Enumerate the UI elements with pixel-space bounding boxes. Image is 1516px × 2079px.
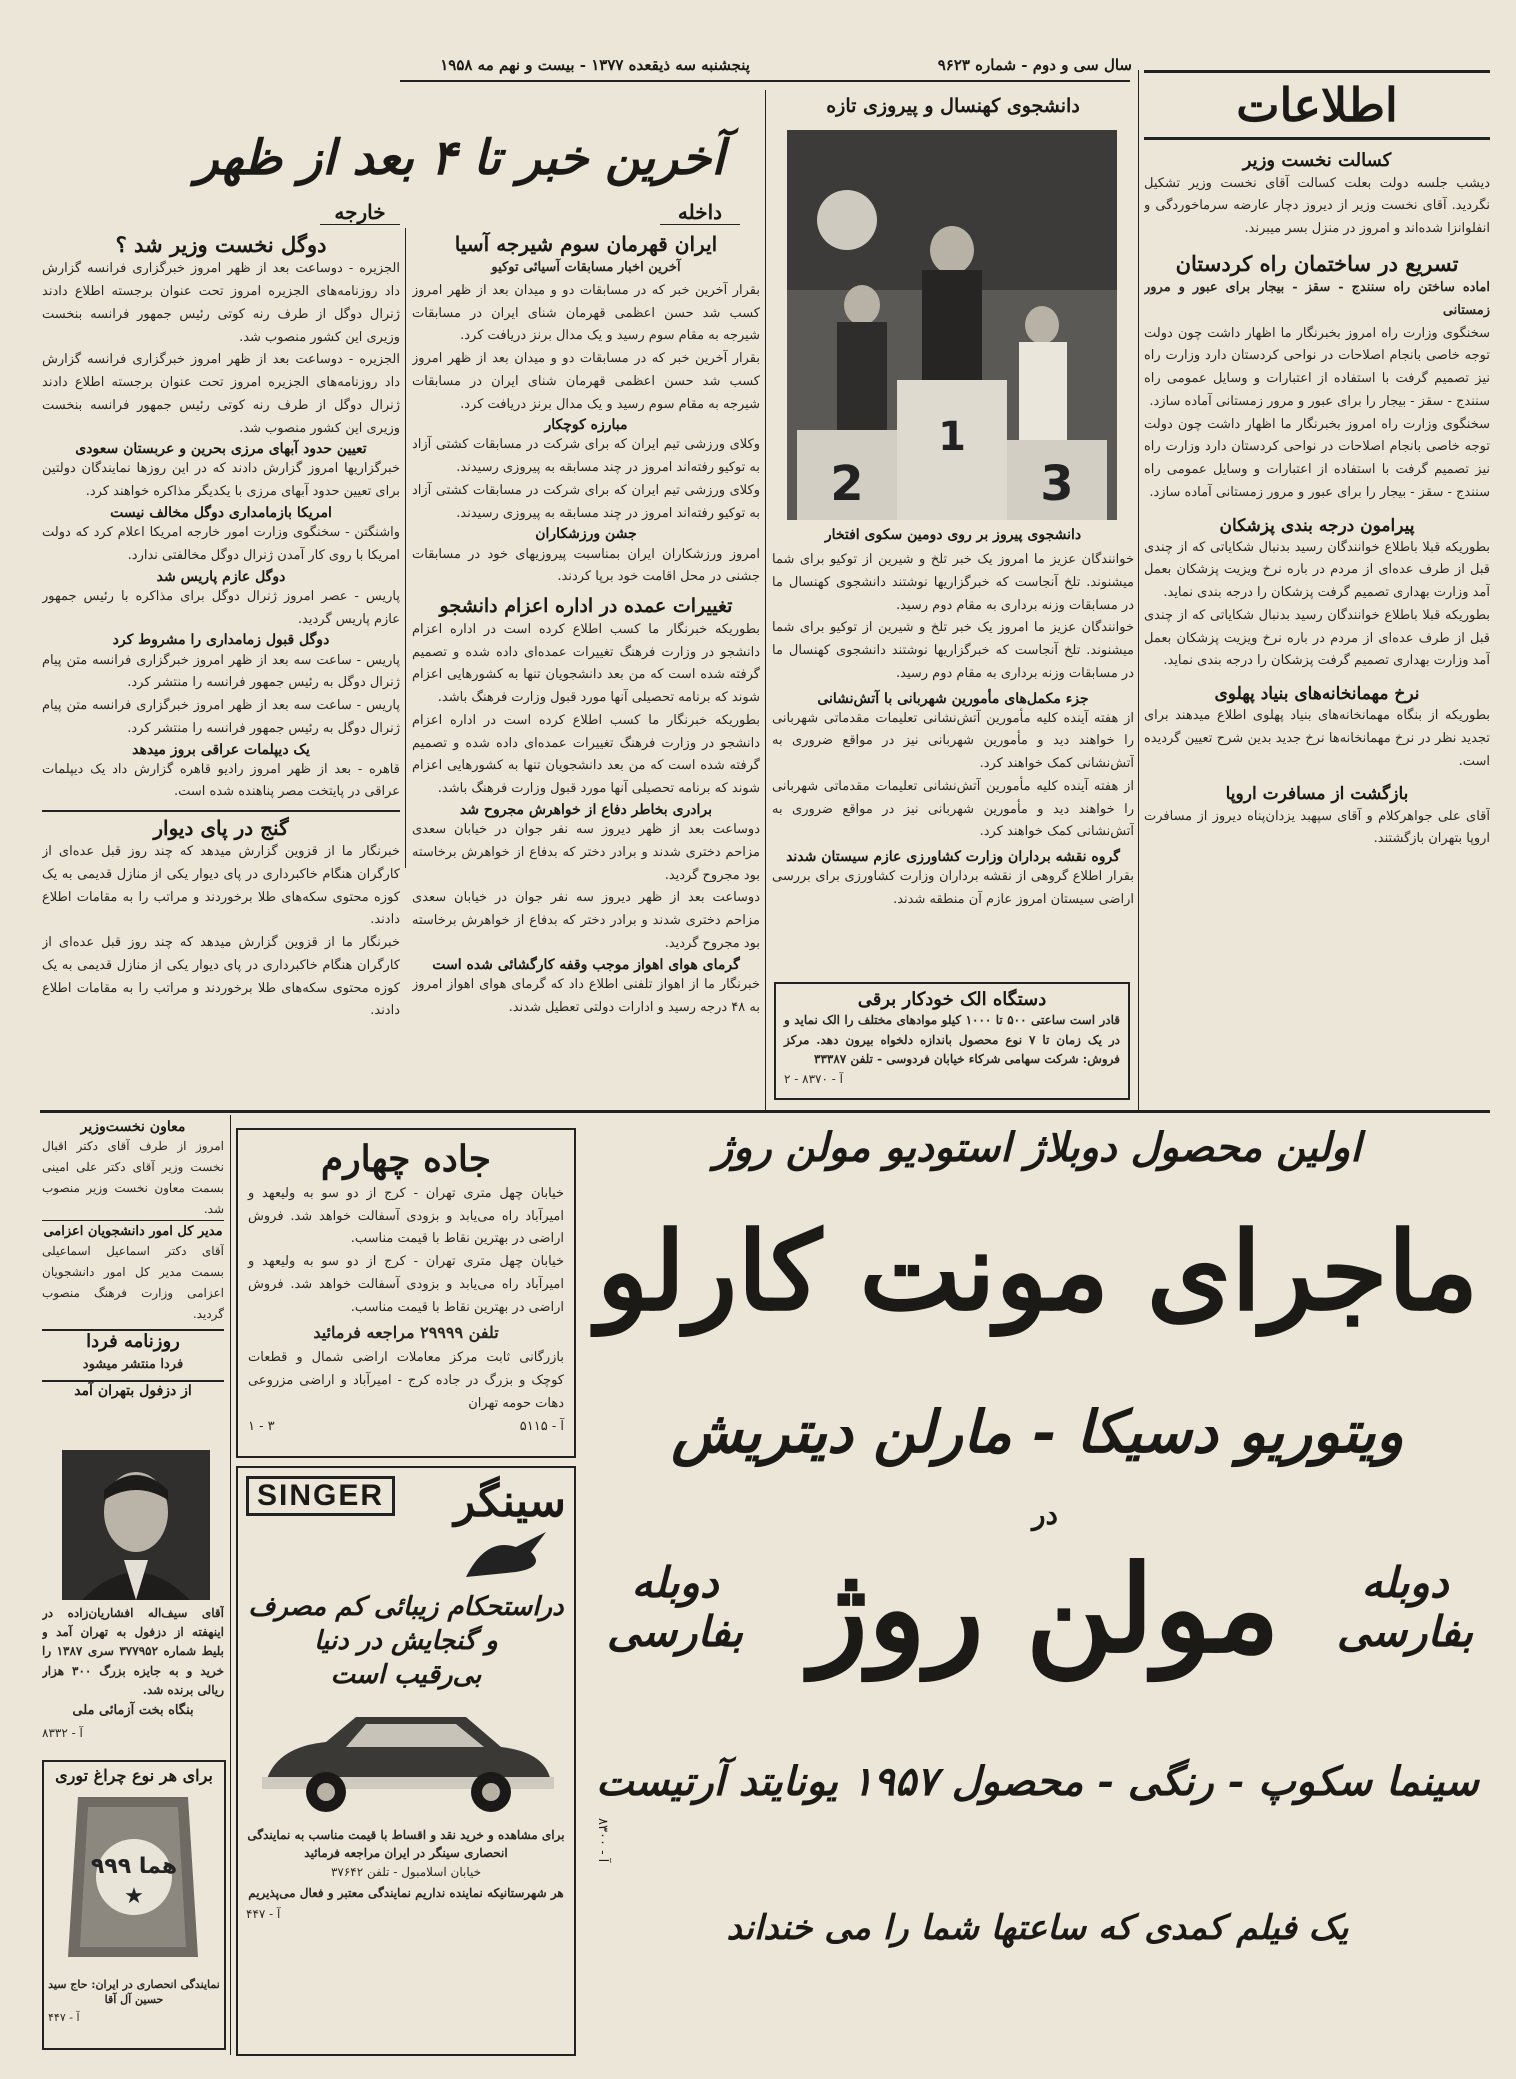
farsi-label: بفارسی — [606, 1607, 744, 1656]
article-subhead: آخرین اخبار مسابقات آسیائی توکیو — [491, 260, 681, 275]
svg-text:3: 3 — [1040, 456, 1074, 512]
article-body: بطوریکه خبرنگار ما کسب اطلاع کرده است در اداره اعزام دانشجو در وزارت فرهنگ تغییرات عمده‌ای داده شده و تصمیم گرفته شده است که من بعد دانشجویان تنها به کشورهایی اعزام شوند که برنامه تحصیلی آنها مورد قبول وزارت فرهنگ باشد. — [412, 621, 760, 706]
jadeh-title: جاده چهارم — [320, 1138, 492, 1180]
movie-top-line: اولین محصول دوبلاژ استودیو مولن روژ — [713, 1124, 1362, 1171]
article-body: بطوریکه از بنگاه مهمانخانه‌های بنیاد پهلوی اطلاع میدهند برای تجدید نظر در نرخ مهمانخانه‌ها نرخ جدید بدین شرح تعیین گردیده است. — [1144, 708, 1490, 769]
portrait-illustration — [62, 1450, 210, 1600]
article-body: خبرنگار ما از اهواز تلفنی اطلاع داد که گرمای هوای اهواز امروز به ۴۸ درجه رسید و ادارات دولتی تعطیل شدند. — [412, 976, 760, 1015]
article-body: وکلای ورزشی تیم ایران که برای شرکت در مسابقات کشتی آزاد به توکیو رفته‌اند امروز در چند مسابقه به پیروزی رسیدند. — [412, 437, 760, 476]
article-headline: پیرامون درجه بندی پزشکان — [1219, 515, 1415, 536]
article-body: بطوریکه قبلا باطلاع خوانندگان رسید بدنبال شکایاتی که از چندی قبل از طرف عده‌ای از مردم در باره نرخ ویزیت پزشکان بعمل آمد وزارت بهداری تصمیم گرفت پزشکان را درجه بندی نماید. — [1144, 607, 1490, 669]
article-body: دوساعت بعد از ظهر دیروز سه نفر جوان در خیابان سعدی مزاحم دختری شدند و برادر دختر که بدفاع از خواهرش برخاسته بود مجروح گردید. — [412, 822, 760, 883]
singer-slogan: دراستحکام زیبائی کم مصرف — [248, 1592, 564, 1622]
article-body: بقرار اطلاع گروهی از نقشه برداران وزارت کشاورزی برای بررسی اراضی سیستان امروز عازم آن منطقه شدند. — [772, 869, 1134, 908]
article-body: وکلای ورزشی تیم ایران که برای شرکت در مسابقات کشتی آزاد به توکیو رفته‌اند امروز در چند مسابقه به پیروزی رسیدند. — [412, 482, 760, 521]
article-headline: از دزفول بتهران آمد — [42, 1380, 224, 1400]
latest-news-banner: آخرین خبر تا ۴ بعد از ظهر — [195, 130, 725, 186]
singer-ad — [236, 1466, 576, 2056]
article-headline: جشن ورزشکاران — [535, 526, 637, 543]
farsi-label: بفارسی — [1336, 1607, 1474, 1656]
fold-rule — [40, 1110, 1490, 1113]
article-headline: جزء مکمل‌های مأمورین شهربانی با آتش‌نشانی — [817, 690, 1089, 707]
car-illustration — [246, 1692, 566, 1822]
jadeh-text: خیابان چهل متری تهران - کرج از دو سو به ولیعهد و امیرآباد راه می‌یابد و بزودی آسفالت خواهد شد. فروش اراضی در بهترین نقاط با قیمت مناسب. — [248, 1185, 564, 1247]
jadeh-code: آ - ۵۱۱۵ — [519, 1418, 564, 1434]
article-body: پاریس - ساعت سه بعد از ظهر امروز خبرگزاری فرانسه متن پیام ژنرال دوگل به رئیس جمهور فرانسه را منتشر کرد. — [42, 652, 400, 691]
issue-line: سال سی و دوم - شماره ۹۶۲۳ — [937, 56, 1132, 74]
article-body: واشنگتن - سخنگوی وزارت امور خارجه امریکا اعلام کرد که دولت امریکا با روی کار آمدن ژنرال دوگل مخالفتی ندارد. — [42, 525, 400, 563]
singer-slogan: و گنجایش در دنیا — [314, 1625, 498, 1656]
photo-title: دانشجوی کهنسال و پیروزی تازه — [826, 95, 1080, 117]
svg-text:1: 1 — [938, 414, 966, 460]
singer-brand-en: SINGER — [246, 1476, 395, 1516]
article-body: از هفته آینده کلیه مأمورین آتش‌نشانی تعلیمات مقدماتی شهربانی را خواهند دید و مأمورین شهربانی نیز در مواقع ضروری به آتش‌نشانی کمک خواهند کرد. — [772, 710, 1134, 772]
article-headline: گروه نقشه برداران وزارت کشاورزی عازم سیستان شدند — [786, 849, 1120, 866]
svg-text:2: 2 — [830, 456, 864, 512]
singer-brand-fa: سینگر — [454, 1476, 566, 1527]
jadeh-phone: تلفن ۲۹۹۹۹ مراجعه فرمائید — [313, 1323, 499, 1343]
lamp-ad-title: برای هر نوع چراغ توری — [55, 1766, 213, 1785]
section-foreign: خارجه — [320, 200, 400, 225]
article-headline: نرخ مهمانخانه‌های بنیاد پهلوی — [1214, 684, 1420, 705]
lottery-notice — [42, 1604, 224, 1754]
article-body: سخنگوی وزارت راه امروز بخبرنگار ما اظهار داشت چون دولت توجه خاصی بانجام اصلاحات در نواحی کردستان دارد وزارت راه نیز تصمیم گرفت با استفاده از اعتبارات و وسایل عمومی راه سنندج - سقز - بیجار را برای عبور و مرور زمستانی آماده سازد. — [1144, 416, 1490, 500]
article-body: الجزیره - دوساعت بعد از ظهر امروز خبرگزاری فرانسه گزارش داد روزنامه‌های الجزیره امروز تحت عنوان برجسته اطلاع دادند ژنرال دوگل از طرف رنه کوتی رئیس جمهور فرانسه بنخست وزیری این کشور منصوب شد. — [42, 352, 400, 436]
movie-format: سینما سکوپ - رنگی - محصول ۱۹۵۷ یونایتد آرتیست — [596, 1758, 1479, 1805]
article-body: خوانندگان عزیز ما امروز یک خبر تلخ و شیرین از توکیو برای شما میشنوند. تلخ آنجاست که خبرگزاریها نوشتند دانشجوی کهنسال ما در مسابقات وزنه برداری به مقام دوم رسید. — [772, 552, 1134, 613]
article-headline: دوگل عازم پاریس شد — [156, 568, 286, 585]
article-headline: گنج در پای دیوار — [153, 816, 289, 841]
portrait-caption: آقای سیف‌اله افشاریان‌زاده در اینهفته از دزفول به تهران آمد و بلیط شماره ۳۷۷۹۵۲ سری ۱۳۸۷ را خرید و به جایزه بزرگ ۳۰۰ هزار ریالی برنده شد. — [42, 1606, 224, 1697]
lamp-ad-text: نمایندگی انحصاری در ایران: حاج سید حسین آل آقا — [48, 1977, 220, 2007]
article-subhead: فردا منتشر میشود — [82, 1356, 184, 1372]
svg-text:★: ★ — [124, 1883, 144, 1909]
portrait-photo — [62, 1450, 210, 1600]
article-headline: دوگل قبول زمامداری را مشروط کرد — [112, 632, 330, 649]
article-headline: تغییرات عمده در اداره اعزام دانشجو — [439, 595, 733, 618]
article-headline: مبارزه کوچکار — [544, 417, 628, 434]
ad-code: آ - ۸۳۷۰ - ۲ — [784, 1071, 843, 1086]
article-body: سخنگوی وزارت راه امروز بخبرنگار ما اظهار داشت چون دولت توجه خاصی بانجام اصلاحات در نواحی کردستان دارد وزارت راه نیز تصمیم گرفت با استفاده از اعتبارات و وسایل عمومی راه سنندج - سقز - بیجار را برای عبور و مرور زمستانی آماده سازد. — [1144, 325, 1490, 409]
movie-cinema-name: مولن روژ — [810, 1539, 1280, 1680]
article-body: دیشب جلسه دولت بعلت کسالت آقای نخست وزیر تشکیل نگردید. آقای نخست وزیر از دیروز دچار عارضه سرماخوردگی و انفلوانزا شده‌اند و امروز در منزل بسر میبرند. — [1144, 175, 1490, 236]
movie-left-tag — [585, 1558, 765, 1656]
movie-tagline: یک فیلم کمدی که ساعتها شما را می خنداند — [726, 1908, 1349, 1948]
article-headline: دوگل نخست وزیر شد ؟ — [115, 232, 327, 257]
photo-column — [772, 94, 1134, 1106]
article-body: خبرنگار ما از قزوین گزارش میدهد که چند روز قبل عده‌ای از کارگران هنگام خاکبرداری در پای دیوار یکی از منازل قدیمی به یک کوزه محتوی سکه‌های طلا برخوردند و مراتب را به مقامات اطلاع دادند. — [42, 844, 400, 928]
article-body: بطوریکه خبرنگار ما کسب اطلاع کرده است در اداره اعزام دانشجو در وزارت فرهنگ تغییرات عمده‌ای داده شده و تصمیم گرفته شده است که من بعد دانشجویان تنها به کشورهایی اعزام شوند که برنامه تحصیلی آنها مورد قبول وزارت فرهنگ باشد. — [412, 712, 760, 797]
lamp-ad-code: آ - ۴۴۷ — [48, 2010, 80, 2024]
article-headline: گرمای هوای اهواز موجب وقفه کارگشائی شده است — [432, 956, 740, 973]
article-body: پاریس - عصر امروز ژنرال دوگل برای مذاکره با رئیس جمهور عازم پاریس گردید. — [42, 588, 400, 627]
article-headline: مدیر کل امور دانشجویان اعزامی — [42, 1220, 224, 1241]
article-headline: تعیین حدود آبهای مرزی بحرین و عربستان سعودی — [75, 441, 367, 458]
lottery-signature: بنگاه بخت آزمائی ملی — [72, 1702, 194, 1718]
lamp-mantle-illustration — [48, 1787, 222, 1977]
singer-dealer: برای مشاهده و خرید نقد و اقساط با قیمت مناسب به نمایندگی انحصاری سینگر در ایران مراجعه فرمائید — [247, 1828, 565, 1861]
article-body: قاهره - بعد از ظهر امروز رادیو قاهره گزارش داد یک دیپلمات عراقی در پایتخت مصر پناهنده شده است. — [42, 761, 400, 800]
article-subhead: اماده ساختن راه سنندج - سقز - بیجار برای عبور و مرور زمستانی — [1144, 280, 1490, 318]
masthead-logo-box — [1144, 70, 1490, 140]
article-body: امروز از طرف آقای دکتر اقبال نخست وزیر آقای دکتر علی امینی بسمت معاون نخست وزیر منصوب شد. — [42, 1139, 224, 1217]
singer-note: هر شهرستانیکه نماینده نداریم نمایندگی معتبر و فعال می‌پذیریم — [248, 1886, 564, 1901]
article-headline: امریکا بازمامداری دوگل مخالف نیست — [110, 504, 332, 521]
singer-code: آ - ۴۴۷ — [246, 1907, 281, 1922]
article-body: امروز ورزشکاران ایران بمناسبت پیروزیهای خود در مسابقات جشنی در محل اقامت خود برپا کردند. — [412, 546, 760, 585]
column-rule — [1138, 70, 1139, 1110]
ad-title: دستگاه الک خودکار برقی — [857, 989, 1047, 1010]
domestic-column — [412, 232, 760, 1107]
masthead-rule — [400, 80, 1130, 82]
column-rule — [405, 228, 406, 868]
column-rule — [765, 90, 766, 1110]
column-rule — [230, 1115, 231, 2055]
lottery-code: آ - ۸۳۳۲ — [42, 1725, 83, 1740]
movie-ad — [585, 1118, 1490, 2058]
article-body: از هفته آینده کلیه مأمورین آتش‌نشانی تعلیمات مقدماتی شهربانی را خواهند دید و مأمورین شهربانی نیز در مواقع ضروری به آتش‌نشانی کمک خواهند کرد. — [772, 778, 1134, 840]
article-headline: بازگشت از مسافرت اروپا — [1225, 784, 1409, 805]
weightlifting-podium-photo — [787, 130, 1117, 520]
movie-code: آ - ۸۳۰۰ — [595, 1818, 610, 1863]
singer-address: خیابان اسلامبول - تلفن ۳۷۶۴۲ — [330, 1865, 482, 1880]
article-body: بقرار آخرین خبر که در مسابقات دو و میدان بعد از ظهر امروز کسب شد حسن اعظمی قهرمان شنای ایران در مسابقات شیرجه به مقام سوم رسید و یک مدال برنز دریافت کرد. — [412, 282, 760, 344]
article-headline: معاون نخست‌وزیر — [80, 1119, 186, 1135]
article-body: دوساعت بعد از ظهر دیروز سه نفر جوان در خیابان سعدی مزاحم دختری شدند و برادر دختر که بدفاع از خواهرش برخاسته بود مجروح گردید. — [412, 890, 760, 951]
podium-illustration — [787, 130, 1117, 520]
article-body: آقای دکتر اسماعیل اسماعیلی بسمت مدیر کل امور دانشجویان اعزامی وزارت فرهنگ منصوب گردید. — [42, 1244, 224, 1322]
movie-title: ماجرای مونت کارلو — [596, 1209, 1479, 1335]
article-body: آقای علی جواهرکلام و آقای سپهبد یزدان‌پناه دیروز از مسافرت اروپا بتهران بازگشتند. — [1144, 808, 1490, 847]
jadeh-text: خیابان چهل متری تهران - کرج از دو سو به ولیعهد و امیرآباد راه می‌یابد و بزودی آسفالت خواهد شد. فروش اراضی در بهترین نقاط با قیمت مناسب. — [248, 1254, 564, 1315]
singer-deer-logo — [246, 1527, 566, 1587]
lamp-ad — [42, 1760, 226, 2050]
dub-label: دوبله — [1361, 1558, 1449, 1607]
masthead-logo: اطلاعات — [1236, 78, 1398, 132]
article-headline: ایران قهرمان سوم شیرجه آسیا — [454, 232, 718, 256]
article-body: خوانندگان عزیز ما امروز یک خبر تلخ و شیرین از توکیو برای شما میشنوند. تلخ آنجاست که خبرگزاریها نوشتند دانشجوی کهنسال ما در مسابقات وزنه برداری به مقام دوم رسید. — [772, 620, 1134, 681]
ad-text: قادر است ساعتی ۵۰۰ تا ۱۰۰۰ کیلو موادهای مختلف را الک نماید و در یک زمان تا ۷ نوع محصول باندازه دلخواه بیرون دهد. مرکز فروش: شرکت سهامی شرکاء خیابان فردوسی - تلفن ۳۳۳۸۷ — [784, 1013, 1120, 1066]
article-body: بقرار آخرین خبر که در مسابقات دو و میدان بعد از ظهر امروز کسب شد حسن اعظمی قهرمان شنای ایران در مسابقات شیرجه به مقام سوم رسید و یک مدال برنز دریافت کرد. — [412, 351, 760, 412]
article-body: پاریس - ساعت سه بعد از ظهر امروز خبرگزاری فرانسه متن پیام ژنرال دوگل به رئیس جمهور فرانسه را منتشر کرد. — [42, 698, 400, 736]
article-headline: تسریع در ساختمان راه کردستان — [1175, 250, 1459, 276]
singer-slogan: بی‌رقیب است — [330, 1659, 482, 1690]
article-headline: یک دیپلمات عراقی بروز میدهد — [132, 741, 310, 758]
article-body: الجزیره - دوساعت بعد از ظهر امروز خبرگزاری فرانسه گزارش داد روزنامه‌های الجزیره امروز تحت عنوان برجسته اطلاع دادند ژنرال دوگل از طرف رنه کوتی رئیس جمهور فرانسه بنخست وزیری این کشور منصوب شد. — [42, 261, 400, 345]
lamp-brand: هما ۹۹۹ — [90, 1853, 178, 1879]
date-line: پنجشنبه سه ذیقعده ۱۳۷۷ - بیست و نهم مه ۱۹۵۸ — [440, 56, 750, 74]
article-body: خبرنگار ما از قزوین گزارش میدهد که چند روز قبل عده‌ای از کارگران هنگام خاکبرداری در پای دیوار یکی از منازل قدیمی به یک کوزه محتوی سکه‌های طلا برخوردند و مراتب را به مقامات اطلاع دادند. — [42, 935, 400, 1019]
right-column — [1144, 150, 1490, 1105]
foreign-column — [42, 232, 400, 1107]
article-body: بطوریکه قبلا باطلاع خوانندگان رسید بدنبال شکایاتی که از چندی قبل از طرف عده‌ای از مردم در باره نرخ ویزیت پزشکان بعمل آمد وزارت بهداری تصمیم گرفت پزشکان را درجه بندی نماید. — [1144, 539, 1490, 601]
jadeh-code: ۳ - ۱ — [248, 1418, 275, 1434]
movie-dar: در — [1032, 1498, 1058, 1531]
jadeh-text: بازرگانی ثابت مرکز معاملات اراضی شمال و قطعات کوچک و بزرگ در جاده کرج - امیرآباد و اراضی مزروعی دهات حومه تهران — [248, 1350, 564, 1411]
jadeh-ad — [236, 1128, 576, 1458]
section-domestic: داخله — [660, 200, 740, 225]
article-headline: کسالت نخست وزیر — [1242, 150, 1392, 171]
sieve-ad — [774, 982, 1130, 1100]
photo-caption: دانشجوی پیروز بر روی دومین سکوی افتخار — [824, 527, 1082, 543]
dub-label: دوبله — [631, 1558, 719, 1607]
article-headline: برادری بخاطر دفاع از خواهرش مجروح شد — [459, 801, 713, 818]
article-headline: روزنامه فردا — [86, 1331, 180, 1353]
movie-stars: ویتوریو دسیکا - مارلن دیتریش — [671, 1398, 1404, 1466]
movie-right-tag — [1325, 1558, 1485, 1656]
article-body: خبرگزاریها امروز گزارش دادند که در این روزها نمایندگان دولتین برای تعیین حدود آبهای مرزی با یکدیگر مذاکره خواهند کرد. — [42, 461, 400, 500]
